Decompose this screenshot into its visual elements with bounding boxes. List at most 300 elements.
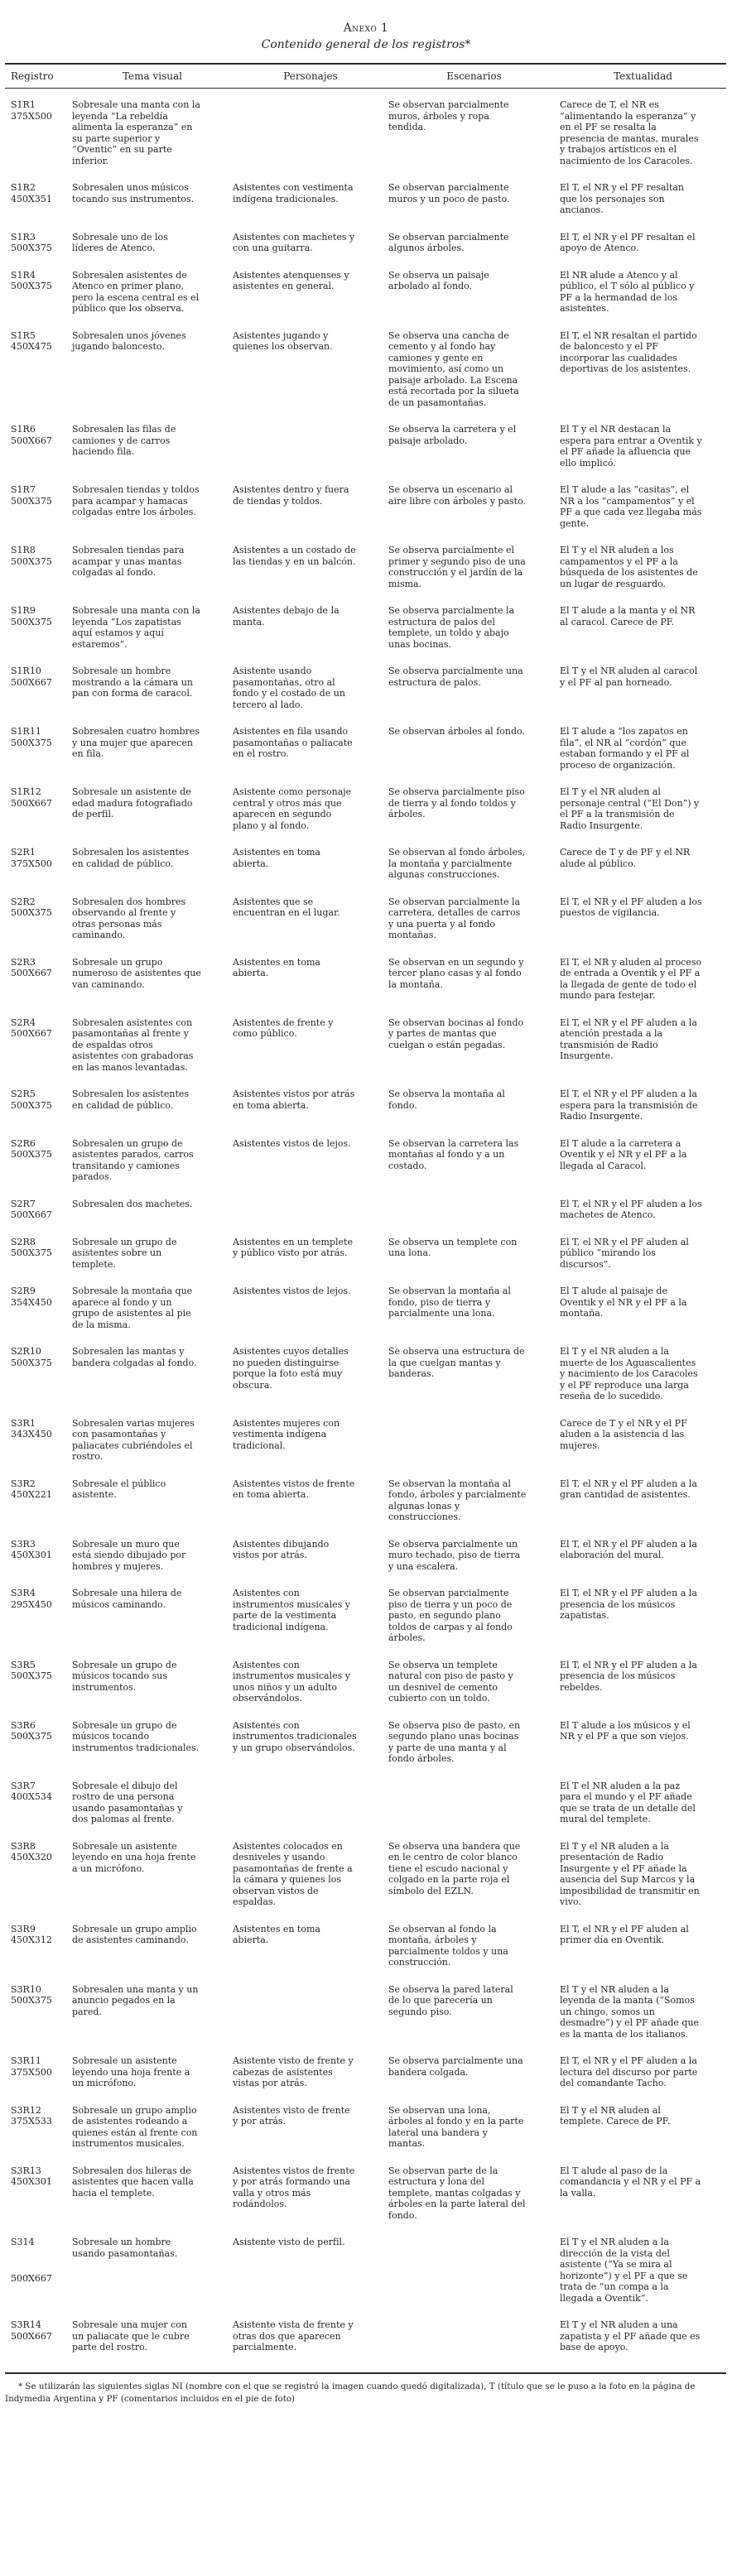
textualidad-cell: El T y el NR aluden a la dirección de la vista del asistente (“Ya se mira al horizonte”) y el PF a que se trata de “un compa a la llegada a Oventik”. <box>560 2237 688 2304</box>
textualidad-cell: El T y el NR destacan la espera para entrar a Oventik y el PF añade la afluencia que ello implicó. <box>560 424 702 469</box>
registro-size: 450X301 <box>11 1550 52 1560</box>
escenarios-cell: Se observan parcialmente la carretera, detalles de carros y una puerta y al fondo montañas. <box>388 896 521 940</box>
registro-cell <box>5 1237 72 1286</box>
textualidad-cell: El T y el NR aluden a la presentación de Radio Insurgente y el PF añade la ausencia del Sup Marcos y la imposibilidad de transmitir en vivo. <box>560 1840 700 1907</box>
registro-id: S3R4 <box>11 1588 36 1598</box>
tema-visual-cell: Sobresale un grupo amplio de asistentes caminando. <box>72 1923 197 1945</box>
table-row <box>5 1588 726 1660</box>
registro-cell <box>5 424 72 484</box>
registro-cell <box>5 1924 72 1984</box>
textualidad-cell: El T, el NR y el PF aluden a la espera para la transmisión de Radio Insurgente. <box>560 1089 698 1122</box>
registro-size: 500X375 <box>11 907 52 918</box>
registro-cell <box>5 1418 72 1478</box>
tema-visual-cell: Sobresale una manta con la leyenda “Los zapatistas aquí estamos y aquí estaremos”. <box>72 605 200 650</box>
table-row <box>5 484 726 545</box>
table-row <box>5 1286 726 1346</box>
textualidad-cell: El NR alude a Atenco y al público, el T sólo al público y PF a la hermandad de los asistentes. <box>560 269 695 314</box>
table-row <box>5 605 726 666</box>
table-row <box>5 1984 726 2056</box>
registro-cell <box>5 896 72 957</box>
registro-id: S2R7 <box>11 1198 36 1209</box>
registro-size: 500X375 <box>11 1099 52 1111</box>
registro-id: S1R12 <box>11 786 41 797</box>
registro-id: S3R3 <box>11 1538 36 1550</box>
registros-table <box>5 63 726 2369</box>
personajes-cell: Asistentes mujeres con vestimenta indígena tradicional. <box>233 1417 340 1451</box>
registro-size: 450X301 <box>11 2176 52 2187</box>
personajes-cell: Asistentes dentro y fuera de tiendas y toldos. <box>233 484 349 507</box>
registro-id: S3R5 <box>11 1659 36 1670</box>
personajes-cell: Asistente usando pasamontañas, otro al fondo y el costado de un tercero al lado. <box>233 666 345 710</box>
registro-cell <box>5 545 72 605</box>
registro-size: 375X500 <box>11 858 52 869</box>
escenarios-cell: Se observa una cancha de cemento y al fondo hay camiones y gente en movimiento, así como un paisaje arbolado. La Escena está recortada por la silueta de un pasamontañas. <box>388 329 519 408</box>
escenarios-cell: Se observa parcialmente la estructura de palos del templete, un toldo y abajo unas bocinas. <box>388 605 515 650</box>
registro-cell <box>5 1017 72 1089</box>
table-row <box>5 424 726 484</box>
escenarios-cell: Se observan la carretera las montañas al fondo y a un costado. <box>388 1137 519 1171</box>
table-row <box>5 545 726 605</box>
tema-visual-cell: Sobresalen los asistentes en calidad de público. <box>72 847 190 869</box>
escenarios-cell <box>388 2319 560 2369</box>
textualidad-cell: El T, el NR y el PF aluden a la presencia de los músicos rebeldes. <box>560 1659 697 1693</box>
escenarios-cell: Se observan parte de la estructura y lona del templete, mantas colgadas y árboles en la parte lateral del fondo. <box>388 2165 526 2221</box>
registro-id: S2R2 <box>11 896 36 907</box>
tema-visual-cell: Sobresalen dos hileras de asistentes que hacen valla hacia el templete. <box>72 2165 194 2199</box>
registro-cell <box>5 1781 72 1841</box>
registro-id: S2R9 <box>11 1286 36 1296</box>
registro-cell <box>5 1720 72 1781</box>
tema-visual-cell: Sobresalen unos jóvenes jugando baloncesto. <box>72 329 186 352</box>
registro-cell <box>5 1478 72 1539</box>
registro-size: 500X375 <box>11 1357 52 1368</box>
escenarios-cell: Se observa un escenario al aire libre con árboles y pasto. <box>388 484 526 507</box>
registro-cell <box>5 1138 72 1199</box>
table-row <box>5 666 726 726</box>
table-subtitle: Contenido general de los registros* <box>261 38 471 51</box>
registro-size: 500X375 <box>11 1247 52 1258</box>
registro-cell <box>5 1984 72 2056</box>
registro-size: 500X375 <box>11 1670 52 1681</box>
tema-visual-cell: Sobresalen asistentes de Atenco en primer plano, pero la escena central es el público que los observa. <box>72 269 200 314</box>
registro-size: 500X667 <box>11 2272 52 2284</box>
registro-cell <box>5 666 72 726</box>
table-row <box>5 330 726 425</box>
registro-cell <box>5 2237 72 2319</box>
header-row <box>5 64 726 89</box>
escenarios-cell: Se observan al fondo la montaña, árboles y parcialmente toldos y una construcción. <box>388 1923 508 1968</box>
textualidad-cell: El T el NR aluden a la paz para el mundo y el PF añade que se trata de un detalle del mural del templete. <box>560 1780 696 1824</box>
registro-id: S1R11 <box>11 726 41 737</box>
escenarios-cell: Se observa parcialmente el primer y segundo piso de una construcción y el jardín de la misma. <box>388 545 526 589</box>
table-row <box>5 2165 726 2237</box>
table-bottom-rule <box>5 2372 726 2374</box>
personajes-cell: Asistente visto de frente y cabezas de asistentes vistas por atrás. <box>233 2055 354 2088</box>
textualidad-cell: El T alude a la manta y el NR al caracol. Carece de PF. <box>560 605 696 627</box>
escenarios-cell: Se observan árboles al fondo. <box>388 726 525 737</box>
column-header-personajes: Personajes <box>233 64 388 89</box>
table-row <box>5 2237 726 2319</box>
column-header-escenarios: Escenarios <box>388 64 560 89</box>
personajes-cell: Asistentes jugando y quienes los observan. <box>233 329 333 352</box>
table-row <box>5 1237 726 1286</box>
escenarios-cell: Se observa un paisaje arbolado al fondo. <box>388 269 489 291</box>
textualidad-cell: El T, el NR y el PF aluden a los puestos de vigilancia. <box>560 896 702 918</box>
escenarios-cell: Se observa parcialmente una bandera colgada. <box>388 2055 523 2078</box>
textualidad-cell: El T alude a los músicos y el NR y el PF a que son viejos. <box>560 1719 691 1742</box>
registro-size: 354X450 <box>11 1296 52 1308</box>
tema-visual-cell: Sobresale la montaña que aparece al fondo y un grupo de asistentes al pie de la misma. <box>72 1286 193 1330</box>
escenarios-cell: Se observan bocinas al fondo y partes de mantas que cuelgan o están pegadas. <box>388 1016 524 1050</box>
escenarios-cell: Se observa un templete natural con piso de pasto y un desnivel de cemento cubierto con un toldo. <box>388 1659 513 1704</box>
tema-visual-cell: Sobresalen una manta y un anuncio pegados en la pared. <box>72 1983 199 2017</box>
table-body <box>5 89 726 2369</box>
registro-cell <box>5 1286 72 1346</box>
table-row <box>5 1841 726 1924</box>
escenarios-cell: Se observan la montaña al fondo, árboles y parcialmente algunas lonas y construcciones. <box>388 1478 527 1522</box>
registro-cell <box>5 1660 72 1720</box>
registro-size: 450X221 <box>11 1489 52 1500</box>
registro-id: S3R1 <box>11 1417 36 1429</box>
registro-cell <box>5 330 72 425</box>
escenarios-cell: Se observan parcialmente piso de tierra y un poco de pasto, en segundo plano toldos de carpas y al fondo árboles. <box>388 1588 513 1643</box>
table-row <box>5 1720 726 1781</box>
personajes-cell: Asistentes con instrumentos musicales y unos niños y un adulto observándolos. <box>233 1659 351 1704</box>
textualidad-cell: El T y el NR aluden a una zapatista y el PF añade que es base de apoyo. <box>560 2319 701 2353</box>
escenarios-cell: Se observa la pared lateral de lo que parecería un segundo piso. <box>388 1983 513 2017</box>
registro-size: 500X375 <box>11 555 52 567</box>
escenarios-cell: Se observa la montaña al fondo. <box>388 1089 505 1111</box>
tema-visual-cell: Sobresalen unos músicos tocando sus instrumentos. <box>72 182 195 204</box>
annex-title: Anexo 1 <box>343 22 389 35</box>
tema-visual-cell: Sobresalen un grupo de asistentes parados, carros transitando y camiones parados. <box>72 1137 194 1182</box>
table-row <box>5 726 726 786</box>
table-row <box>5 847 726 896</box>
registro-id: S1R5 <box>11 329 36 341</box>
personajes-cell: Asistentes vistos de frente y por atrás formando una valla y otros más rodándolos. <box>233 2165 355 2209</box>
escenarios-cell: Se observa una bandera que en le centro de color blanco tiene el escudo nacional y colgado en la parte roja el símbolo del EZLN. <box>388 1840 521 1896</box>
table-row <box>5 1017 726 1089</box>
textualidad-cell: El T y el NR aluden al personaje central (“El Don”) y el PF a la transmisión de Radio Insurgente. <box>560 786 700 831</box>
registro-id: S3R14 <box>11 2319 41 2330</box>
registro-size: 500X667 <box>11 435 52 446</box>
escenarios-cell <box>388 1781 560 1841</box>
personajes-cell: Asistentes vistos de lejos. <box>233 1137 351 1149</box>
textualidad-cell: El T alude a la carretera a Oventik y el NR y el PF a la llegada al Caracol. <box>560 1137 687 1171</box>
registro-cell <box>5 2319 72 2369</box>
registro-size: 500X375 <box>11 243 52 253</box>
personajes-cell: Asistentes en toma abierta. <box>233 1923 320 1945</box>
registro-cell <box>5 957 72 1017</box>
escenarios-cell: Se observan al fondo árboles, la montaña y parcialmente algunas construcciones. <box>388 847 526 880</box>
table-row <box>5 2319 726 2369</box>
registro-size: 343X450 <box>11 1429 52 1439</box>
table-row <box>5 1089 726 1138</box>
textualidad-cell: El T y el NR aluden a los campamentos y el PF a la búsqueda de los asistentes de un lugar de resguardo. <box>560 545 698 589</box>
textualidad-cell: El T, el NR y el PF aluden al primer día en Oventik. <box>560 1923 689 1945</box>
table-row <box>5 270 726 330</box>
tema-visual-cell: Sobresale un hombre mostrando a la cámara un pan con forma de caracol. <box>72 666 193 699</box>
tema-visual-cell: Sobresale un asistente leyendo una hoja frente a un micrófono. <box>72 2055 190 2088</box>
tema-visual-cell: Sobresale uno de los líderes de Atenco. <box>72 231 168 253</box>
registro-id: S2R6 <box>11 1137 36 1149</box>
textualidad-cell: El T, el NR y el PF resaltan el apoyo de Atenco. <box>560 231 696 253</box>
registro-cell <box>5 484 72 545</box>
registro-size: 500X375 <box>11 1731 52 1742</box>
registro-cell <box>5 232 72 270</box>
title-block <box>5 22 727 51</box>
textualidad-cell: Carece de T y el NR y el PF aluden a la asistencia d las mujeres. <box>560 1417 687 1451</box>
registro-id: S3R2 <box>11 1478 36 1489</box>
registro-size: 295X450 <box>11 1598 52 1610</box>
registro-cell <box>5 1588 72 1660</box>
personajes-cell <box>233 424 388 484</box>
personajes-cell: Asistentes en toma abierta. <box>233 956 320 978</box>
registro-size: 500X667 <box>11 2330 52 2342</box>
tema-visual-cell: Sobresale un hombre usando pasamontañas. <box>72 2237 178 2259</box>
escenarios-cell: Se observan parcialmente muros, árboles y ropa tendida. <box>388 99 509 132</box>
textualidad-cell: El T y el NR aluden a la muerte de los Aguascalientes y nacimiento de los Caracoles y el PF reproduce una larga reseña de lo sucedido. <box>560 1346 698 1401</box>
tema-visual-cell: Sobresalen tiendas para acampar y unas mantas colgadas al fondo. <box>72 545 185 578</box>
personajes-cell: Asistentes vistos de frente en toma abierta. <box>233 1478 355 1500</box>
table-row <box>5 1346 726 1418</box>
registro-cell <box>5 847 72 896</box>
tema-visual-cell: Sobresale un grupo de músicos tocando instrumentos tradicionales. <box>72 1719 200 1753</box>
registro-size: 500X375 <box>11 737 52 748</box>
table-row <box>5 89 726 183</box>
tema-visual-cell: Sobresalen varias mujeres con pasamontañas y paliacates cubriéndoles el rostro. <box>72 1417 195 1462</box>
table-row <box>5 1539 726 1588</box>
personajes-cell: Asistentes colocados en desniveles y usando pasamontañas de frente a la cámara y quienes los observan vistos de espaldas. <box>233 1840 353 1907</box>
textualidad-cell: El T y el NR aluden al caracol y el PF al pan horneado. <box>560 666 698 688</box>
registro-id: S2R8 <box>11 1236 36 1247</box>
personajes-cell: Asistentes con vestimenta indígena tradicionales. <box>233 182 354 204</box>
registro-id: S1R9 <box>11 605 36 616</box>
textualidad-cell: El T y el NR aluden a la leyenda de la manta (“Somos un chingo, somos un desmadre”) y el PF añade que es la manta de los italianos. <box>560 1983 700 2040</box>
table-row <box>5 182 726 232</box>
personajes-cell: Asistente como personaje central y otros más que aparecen en segundo plano y al fondo. <box>233 786 352 831</box>
table-row <box>5 896 726 957</box>
textualidad-cell: El T alude al paisaje de Oventik y el NR y el PF a la montaña. <box>560 1286 687 1319</box>
registro-cell <box>5 605 72 666</box>
registro-cell <box>5 182 72 232</box>
textualidad-cell: El T, el NR y el PF aluden al público “mirando los discursos”. <box>560 1236 689 1270</box>
escenarios-cell: Se observa parcialmente piso de tierra y al fondo toldos y árboles. <box>388 786 525 819</box>
registro-id: S3R6 <box>11 1719 36 1731</box>
personajes-cell <box>233 1199 388 1237</box>
registro-id: S3R7 <box>11 1780 36 1791</box>
tema-visual-cell: Sobresale una hilera de músicos caminando. <box>72 1588 182 1610</box>
registro-id: S3R8 <box>11 1840 36 1852</box>
registro-cell <box>5 2105 72 2165</box>
column-header-registro: Registro <box>5 64 72 89</box>
escenarios-cell: Se observan en un segundo y tercer plano casas y al fondo la montaña. <box>388 956 524 990</box>
registro-id: S314 <box>11 2237 35 2247</box>
tema-visual-cell: Sobresalen las filas de camiones y de carros haciendo fila. <box>72 424 176 457</box>
registro-cell <box>5 1199 72 1237</box>
registro-id: S3R13 <box>11 2165 41 2176</box>
table-row <box>5 786 726 847</box>
textualidad-cell: El T, el NR y aluden al proceso de entrada a Oventik y el PF a la llegada de gente de todo el mundo para festejar. <box>560 956 702 1001</box>
table-row <box>5 2055 726 2105</box>
registro-cell <box>5 786 72 847</box>
escenarios-cell: Se observa un templete con una lona. <box>388 1236 518 1258</box>
tema-visual-cell: Sobresalen dos hombres observando al frente y otras personas más caminando. <box>72 896 186 940</box>
registro-cell <box>5 1346 72 1418</box>
escenarios-cell: Se observan una lona, árboles al fondo y en la parte lateral una bandera y mantas. <box>388 2104 524 2149</box>
personajes-cell: Asistentes dibujando vistos por atrás. <box>233 1538 330 1560</box>
escenarios-cell: Se observa parcialmente una estructura de palos. <box>388 666 523 688</box>
footnote: * Se utilizarán las siguientes siglas NI (nombre con el que se registró la imagen cuando quedó digitalizada), T (título que se le puso a la foto en la página de Indymedia Argentina y PF (comentarios incluidos en el pie de foto) <box>5 2381 696 2404</box>
tema-visual-cell: Sobresale un asistente leyendo en una hoja frente a un micrófono. <box>72 1840 196 1874</box>
textualidad-cell: El T, el NR y el PF aluden a la lectura del discurso por parte del comandante Tacho. <box>560 2055 698 2088</box>
registro-size: 500X375 <box>11 1995 52 2006</box>
registro-size: 500X667 <box>11 968 52 978</box>
textualidad-cell: El T, el NR y el PF aluden a la atención prestada a la transmisión de Radio Insurgente. <box>560 1016 697 1061</box>
table-row <box>5 1418 726 1478</box>
registro-id: S2R1 <box>11 847 36 858</box>
tema-visual-cell: Sobresale un grupo de músicos tocando sus instrumentos. <box>72 1659 177 1693</box>
personajes-cell: Asistentes a un costado de las tiendas y en un balcón. <box>233 545 356 567</box>
registro-size: 450X475 <box>11 341 52 352</box>
registro-cell <box>5 89 72 183</box>
registro-id: S1R2 <box>11 182 36 193</box>
personajes-cell: Asistentes que se encuentran en el lugar. <box>233 896 340 918</box>
registro-size: 375X533 <box>11 2116 52 2127</box>
textualidad-cell: El T alude a “los zapatos en fila”, el NR al “cordón” que estaban formando y el PF al proceso de organización. <box>560 726 690 771</box>
registro-cell <box>5 270 72 330</box>
registro-size: 450X351 <box>11 193 52 204</box>
escenarios-cell: Se observa una estructura de la que cuelgan mantas y banderas. <box>388 1346 525 1379</box>
personajes-cell: Asistentes en fila usando pasamontañas o paliacate en el rostro. <box>233 726 353 759</box>
registro-cell <box>5 2055 72 2105</box>
personajes-cell: Asistentes debajo de la manta. <box>233 605 340 627</box>
table-row <box>5 1478 726 1539</box>
personajes-cell: Asistentes con machetes y con una guitarra. <box>233 231 355 253</box>
tema-visual-cell: Sobresale un muro que está siendo dibujado por hombres y mujeres. <box>72 1538 186 1572</box>
tema-visual-cell: Sobresale un asistente de edad madura fotografiado de perfil. <box>72 786 193 819</box>
registro-id: S1R7 <box>11 484 36 495</box>
personajes-cell: Asistentes vistos por atrás en toma abierta. <box>233 1089 355 1111</box>
table-row <box>5 2105 726 2165</box>
personajes-cell <box>233 1984 388 2056</box>
registro-cell <box>5 726 72 786</box>
personajes-cell: Asistentes vistos de lejos. <box>233 1286 351 1296</box>
tema-visual-cell: Sobresale una manta con la leyenda “La rebeldía alimenta la esperanza” en su parte superior y “Oventic” en su parte inferior. <box>72 99 200 166</box>
registro-size: 500X375 <box>11 495 52 507</box>
escenarios-cell: Se observa la carretera y el paisaje arbolado. <box>388 424 517 446</box>
registro-cell <box>5 1539 72 1588</box>
personajes-cell <box>233 1781 388 1841</box>
registro-id: S1R1 <box>11 99 36 110</box>
textualidad-cell: Carece de T y de PF y el NR alude al público. <box>560 847 691 869</box>
textualidad-cell: El T, el NR y el PF aluden a los machetes de Atenco. <box>560 1198 702 1220</box>
tema-visual-cell: Sobresalen tiendas y toldos para acampar y hamacas colgadas entre los árboles. <box>72 484 200 517</box>
tema-visual-cell: Sobresalen las mantas y bandera colgadas al fondo. <box>72 1346 197 1368</box>
textualidad-cell: El T, el NR y el PF resaltan que los personajes son ancianos. <box>560 182 685 215</box>
registro-size: 500X375 <box>11 281 52 291</box>
tema-visual-cell: Sobresalen asistentes con pasamontañas al frente y de espaldas otros asistentes con grabadoras en las manos levantadas. <box>72 1016 194 1073</box>
registro-id: S1R3 <box>11 231 36 243</box>
table-row <box>5 232 726 270</box>
personajes-cell: Asistente visto de perfil. <box>233 2237 345 2247</box>
escenarios-cell <box>388 1199 560 1237</box>
textualidad-cell: Carece de T, el NR es “alimentando la esperanza” y en el PF se resalta la presencia de mantas, murales y trabajos artísticos en el nacimiento de los Caracoles. <box>560 99 699 166</box>
tema-visual-cell: Sobresale un grupo de asistentes sobre un templete. <box>72 1236 177 1270</box>
registro-size: 450X320 <box>11 1852 52 1862</box>
table-row <box>5 1660 726 1720</box>
personajes-cell: Asistentes en un templete y público visto por atrás. <box>233 1236 353 1258</box>
registro-id: S3R10 <box>11 1983 41 1995</box>
table-row <box>5 957 726 1017</box>
tema-visual-cell: Sobresalen los asistentes en calidad de público. <box>72 1089 190 1111</box>
personajes-cell <box>233 89 388 183</box>
registro-size: 500X375 <box>11 616 52 627</box>
table-header <box>5 64 726 89</box>
registro-id: S1R4 <box>11 269 36 281</box>
tema-visual-cell: Sobresale un grupo numeroso de asistentes que van caminando. <box>72 956 201 990</box>
table-row <box>5 1199 726 1237</box>
registro-id: S1R8 <box>11 545 36 555</box>
tema-visual-cell: Sobresale el dibujo del rostro de una persona usando pasamontañas y dos palomas al frente. <box>72 1780 183 1824</box>
registro-id: S2R4 <box>11 1016 36 1028</box>
tema-visual-cell: Sobresale una mujer con un paliacate que le cubre parte del rostro. <box>72 2319 190 2353</box>
registro-size: 500X375 <box>11 1149 52 1160</box>
registro-cell <box>5 2165 72 2237</box>
registro-id: S3R12 <box>11 2104 41 2116</box>
registro-cell <box>5 1089 72 1138</box>
textualidad-cell: El T, el NR y el PF aluden a la elaboración del mural. <box>560 1538 697 1560</box>
escenarios-cell <box>388 2237 560 2319</box>
textualidad-cell: El T, el NR y el PF aluden a la presencia de los músicos zapatistas. <box>560 1588 697 1621</box>
escenarios-cell: Se observan parcialmente algunos árboles. <box>388 231 509 253</box>
registro-size: 375X500 <box>11 110 52 122</box>
registro-size: 500X667 <box>11 1028 52 1039</box>
registro-id: S2R3 <box>11 956 36 968</box>
personajes-cell: Asistentes en toma abierta. <box>233 847 320 869</box>
personajes-cell: Asistentes con instrumentos musicales y parte de la vestimenta tradicional indígena. <box>233 1588 351 1632</box>
escenarios-cell: Se observa parcialmente un muro techado, piso de tierra y una escalera. <box>388 1538 521 1572</box>
escenarios-cell: Se observa piso de pasto, en segundo plano unas bocinas y parte de una manta y al fondo árboles. <box>388 1719 521 1764</box>
personajes-cell: Asistentes con instrumentos tradicionales y un grupo observándolos. <box>233 1719 357 1753</box>
registro-id: S1R6 <box>11 424 36 435</box>
textualidad-cell: El T alude a las “casitas”, el NR a los “campamentos” y el PF a que cada vez llegaba más gente. <box>560 484 702 529</box>
personajes-cell: Asistentes atenquenses y asistentes en general. <box>233 269 349 291</box>
textualidad-cell: El T, el NR y el PF aluden a la gran cantidad de asistentes. <box>560 1478 697 1500</box>
column-header-textualidad: Textualidad <box>560 64 726 89</box>
tema-visual-cell: Sobresalen cuatro hombres y una mujer que aparecen en fila. <box>72 726 200 759</box>
registro-id: S2R5 <box>11 1089 36 1099</box>
table-row <box>5 1781 726 1841</box>
textualidad-cell: El T, el NR resaltan el partido de baloncesto y el PF incorporar las cualidades deportivas de los asistentes. <box>560 329 697 374</box>
registro-id: S3R9 <box>11 1923 36 1934</box>
registro-size: 400X534 <box>11 1791 52 1802</box>
escenarios-cell: Se observan parcialmente muros y un poco de pasto. <box>388 182 510 204</box>
personajes-cell: Asistentes cuyos detalles no pueden distinguirse porque la foto está muy obscura. <box>233 1346 349 1391</box>
registro-id: S2R10 <box>11 1346 41 1357</box>
registro-size: 500X667 <box>11 797 52 809</box>
column-header-tema-visual: Tema visual <box>72 64 233 89</box>
registro-size: 500X667 <box>11 676 52 688</box>
tema-visual-cell: Sobresalen dos machetes. <box>72 1198 193 1209</box>
textualidad-cell: El T alude al paso de la comandancia y el NR y el PF a la valla. <box>560 2165 701 2199</box>
personajes-cell: Asistente vista de frente y otras dos que aparecen parcialmente. <box>233 2319 354 2353</box>
escenarios-cell <box>388 1418 560 1478</box>
personajes-cell: Asistentes visto de frente y por atrás. <box>233 2104 350 2127</box>
textualidad-cell: El T y el NR aluden al templete. Carece de PF. <box>560 2104 671 2127</box>
registro-size: 450X312 <box>11 1934 52 1945</box>
registro-id: S1R10 <box>11 666 41 676</box>
